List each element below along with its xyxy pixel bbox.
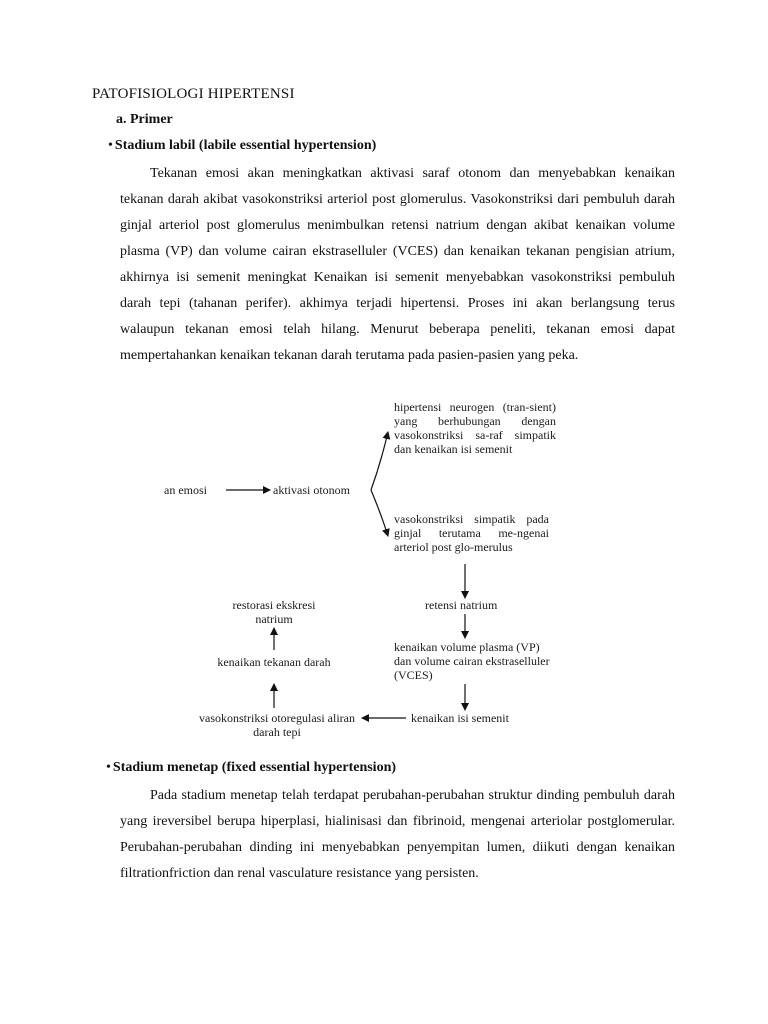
flow-diagram [150, 392, 590, 744]
paragraph-text: Tekanan emosi akan meningkatkan aktivasi saraf otonom dan menyebabkan kenaikan tekanan darah akibat vasokonstriksi arteriol post glomerulus. Vasokonstriksi dari pembuluh darah ginjal arteriol post glomerulus menimbulkan retensi natrium dengan akibat kenaikan volume plasma (VP) dan volume cairan ekstraselluler (VCES) dan kenaikan tekanan pengisian atrium, akhirnya isi semenit meningkat Kenaikan isi semenit menyebabkan vasokonstriksi pembuluh darah tepi (tahanan perifer). akhimya terjadi hipertensi. Proses ini akan berlangsung terus walaupun tekanan emosi telah hilang. Menurut beberapa peneliti, tekanan emosi dapat mempertahankan kenaikan tekanan darah terutama pada pasien-pasien yang peka. [120, 166, 675, 363]
bullet-title: Stadium labil (labile essential hypertension) [114, 138, 377, 153]
page-title: PATOFISIOLOGI HIPERTENSI [92, 86, 295, 102]
node-neurogen: hipertensi neurogen (tran-sient) yang berhubungan dengan vasokonstriksi sa-raf simpatik dan kenaikan isi semenit [394, 400, 556, 456]
paragraph-text: Pada stadium menetap telah terdapat perubahan-perubahan struktur dinding pembuluh darah yang ireversibel berupa hiperplasi, hialinisasi dan fibrinoid, mengenai arteriolar postglomerular. Perubahan-perubahan dinding ini menyebabkan penyempitan lumen, diikuti dengan kenaikan filtrationfriction dan renal vasculature resistance yang persisten. [120, 788, 675, 881]
node-restorasi: restorasi ekskresi natrium [232, 598, 316, 626]
bullet-title: Stadium menetap (fixed essential hypertension) [112, 760, 397, 775]
bullet-heading-labile [108, 138, 376, 154]
node-isi-semenit: kenaikan isi semenit [411, 711, 509, 725]
node-otoregulasi: vasokonstriksi otoregulasi aliran darah tepi [199, 711, 355, 739]
bullet-icon: • [108, 138, 113, 153]
arrow-otonom-simpatik [371, 490, 388, 536]
bullet-icon: • [106, 760, 111, 775]
node-retensi: retensi natrium [425, 598, 498, 612]
subsection-heading: a. Primer [116, 112, 173, 127]
node-otonom: aktivasi otonom [273, 483, 350, 497]
arrow-otonom-neurogen [371, 432, 388, 490]
paragraph-labile [120, 161, 675, 369]
bullet-heading-fixed [106, 760, 396, 776]
node-tekanan: kenaikan tekanan darah [217, 655, 331, 669]
node-volume: kenaikan volume plasma (VP) dan volume cairan ekstraselluler (VCES) [394, 640, 550, 682]
node-emosi: an emosi [164, 483, 207, 497]
node-vaso-simpatik: vasokonstriksi simpatik pada ginjal terutama me-ngenai arteriol post glo-merulus [394, 512, 549, 554]
paragraph-fixed [120, 783, 675, 887]
